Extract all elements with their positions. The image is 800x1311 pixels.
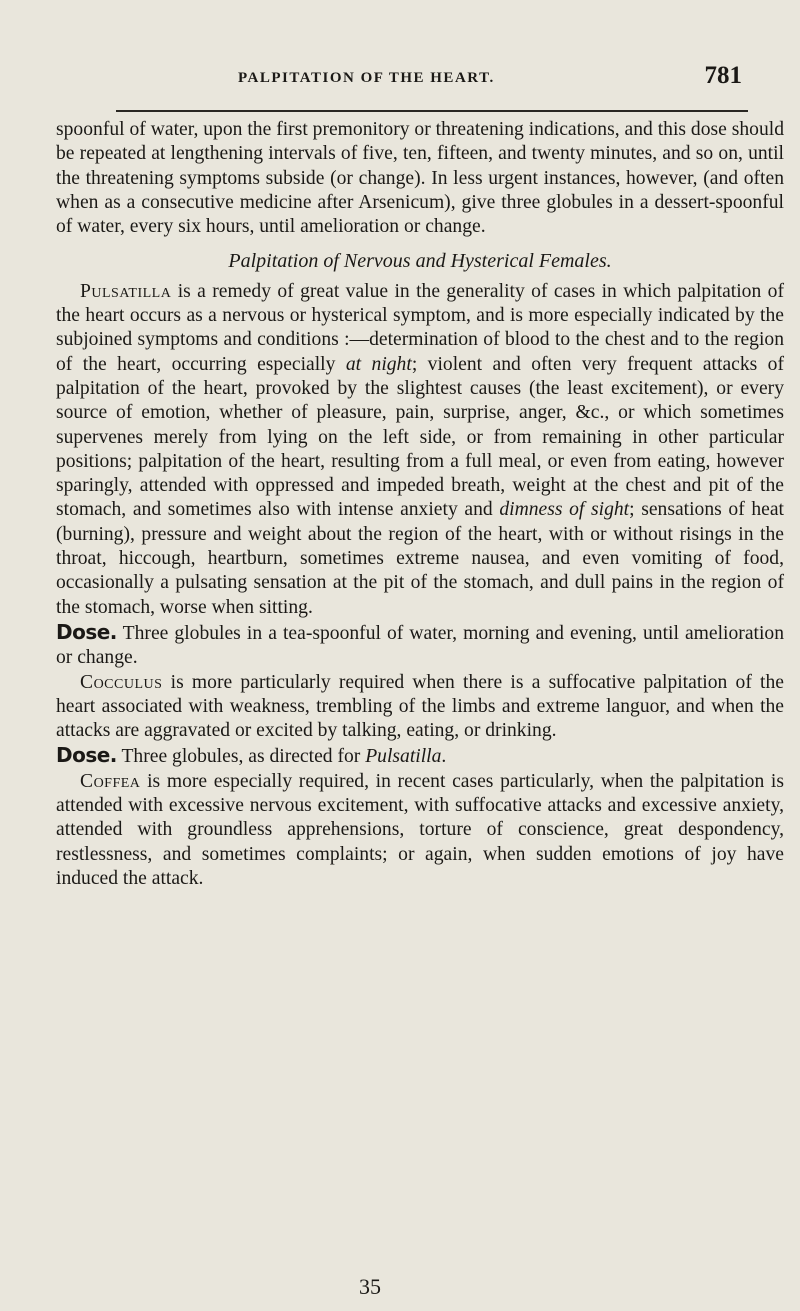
- signature-mark: 35: [359, 1274, 381, 1299]
- remedy-name: Pulsatilla: [80, 280, 172, 302]
- header-rule: [116, 110, 748, 112]
- paragraph-text: Three globules, as directed for: [116, 746, 366, 768]
- continuation-paragraph: spoonful of water, upon the first premonitory or threatening indications, and this dose should be repeated at lengthening intervals of five, ten, fifteen, and twenty minutes, and so on, until the threatening symptoms subside (or change). In less urgent instances, however, (and often when as a consecutive medicine after Arsenicum), give three globules in a dessert-spoonful of water, every six hours, until amelioration or change.: [56, 119, 784, 238]
- coffea-paragraph: [56, 770, 784, 891]
- emphasis-text: at night: [345, 353, 412, 375]
- remedy-name: Cocculus: [80, 671, 163, 693]
- dose-paragraph: [56, 743, 784, 769]
- running-title: PALPITATION OF THE HEART.: [238, 70, 495, 86]
- dose-label: Dose.: [56, 619, 117, 644]
- emphasis-text: dimness of sight: [499, 499, 630, 521]
- paragraph-text: .: [441, 746, 447, 768]
- section-heading: Palpitation of Nervous and Hysterical Females.: [228, 250, 612, 273]
- paragraph-text: is more especially required, in recent cases particularly, when the palpitation is attended with excessive nervous excitement, with suffocative attacks and excessive anxiety, attended with groundless apprehensions, torture of conscience, great despondency, restlessness, and sometimes complaints; or again, when sudden emotions of joy have induced the attack.: [56, 770, 784, 889]
- paragraph-text: is a remedy of great value in the generality of cases in which palpitation of the heart occurs as a nervous or hysterical symptom, and is more especially indicated by the subjoined symptoms and conditions :—determination of blood to the chest and to the region of the heart, occurring especially: [56, 280, 784, 375]
- paragraph-text: ; violent and often very frequent attacks of palpitation of the heart, provoked by the slightest causes (the least excitement), or every source of emotion, whether of pleasure, pain, surprise, anger, &c., or which sometimes supervenes merely from lying on the left side, or from remaining in other particular positions; palpitation of the heart, resulting from a full meal, or even from eating, however sparingly, attended with oppressed and impeded breath, weight at the chest and pit of the stomach, and sometimes also with intense anxiety and: [56, 353, 785, 521]
- body-text: [56, 118, 784, 891]
- dose-paragraph: [56, 620, 784, 671]
- running-head: [118, 62, 744, 98]
- pulsatilla-paragraph: [56, 280, 784, 620]
- emphasis-text: Pulsatilla: [365, 746, 442, 768]
- cocculus-paragraph: [56, 671, 784, 744]
- paragraph-text: is more particularly required when there is a suffocative palpitation of the heart associated with weakness, trembling of the limbs and extreme languor, and when the attacks are aggravated or excited by talking, eating, or drinking.: [56, 671, 784, 742]
- page-number: 781: [704, 62, 742, 89]
- paragraph-text: ; sensations of heat (burning), pressure and weight about the region of the heart, with or without risings in the throat, hiccough, heartburn, sometimes extreme nausea, and even vomiting of food, occasionally a pulsating sensation at the pit of the stomach, and dull pains in the region of the stomach, worse when sitting.: [56, 499, 784, 618]
- paragraph-text: Three globules in a tea-spoonful of water, morning and evening, until amelioration or change.: [56, 622, 784, 669]
- dose-label: Dose.: [56, 743, 117, 768]
- remedy-name: Coffea: [80, 770, 141, 792]
